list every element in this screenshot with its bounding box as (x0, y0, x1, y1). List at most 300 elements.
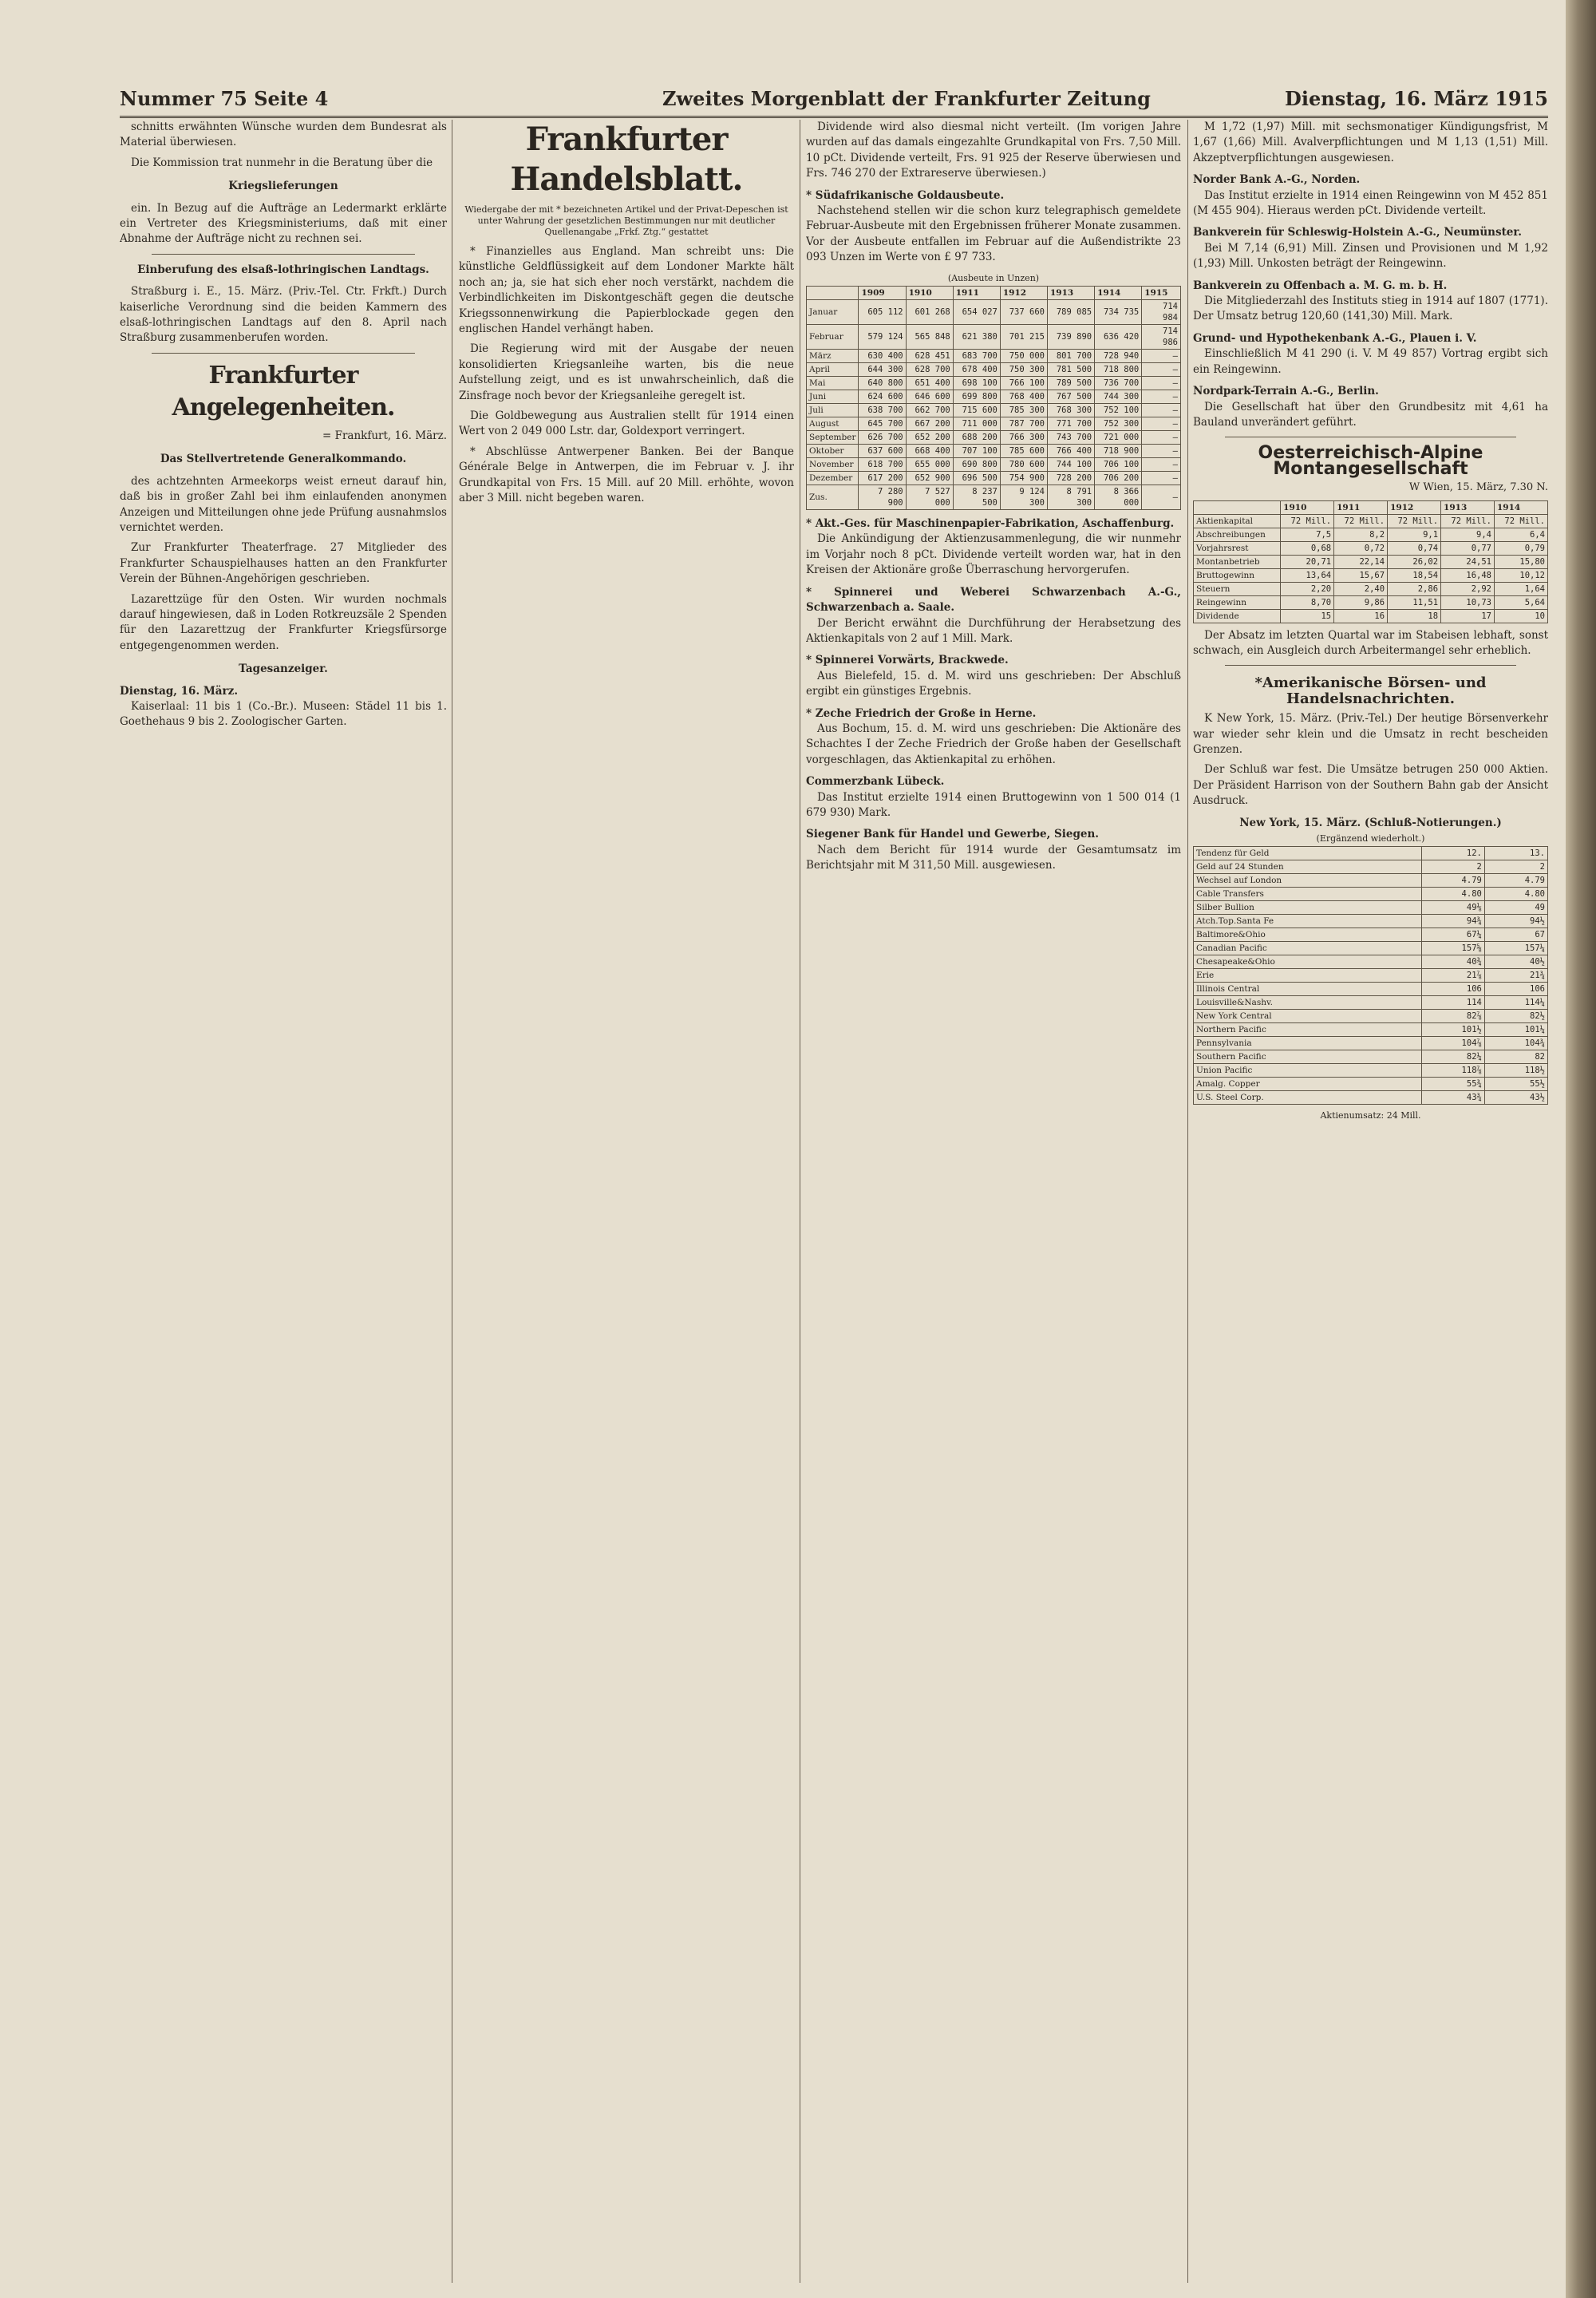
gold-output-table (806, 286, 1181, 510)
table-cell: 690 800 (953, 458, 1000, 472)
section-title: Oesterreichisch-Alpine Montangesellschaft (1258, 443, 1483, 479)
table-cell: — (1142, 431, 1181, 445)
section-heading: Das Stellvertretende Generalkommando. (160, 453, 407, 466)
table-cell: 646 600 (906, 390, 953, 404)
table-cell: 21⅞ (1421, 969, 1484, 983)
table-cell: März (807, 350, 859, 363)
table-cell: 766 400 (1047, 445, 1094, 458)
table-cell: 628 700 (906, 363, 953, 377)
table-row (1194, 942, 1548, 955)
table-cell: 8 237 500 (953, 485, 1000, 510)
table-row (807, 300, 1181, 325)
article-text: K New York, 15. März. (Priv.-Tel.) Der heutige Börsenverkehr war wieder sehr klein und die Umsatz in recht bescheiden Grenzen. (1193, 712, 1548, 756)
table-cell: 698 100 (953, 377, 1000, 390)
table-cell: 13,64 (1281, 568, 1334, 582)
table-cell: Bruttogewinn (1194, 568, 1281, 582)
article-heading: Commerzbank Lübeck. (806, 775, 945, 789)
table-cell: — (1142, 472, 1181, 485)
subheading-note: (Ergänzend wiederholt.) (1316, 833, 1425, 844)
article-text: * Finanzielles aus England. Man schreibt uns: Die künstliche Geldflüssigkeit auf dem Londoner Markte hält noch an; ja, sie hat sich eher noch verstärkt, nachdem die Verbindlichkeiten im Diskontgeschäft gegen die deutsche Kriegssonnenwirkung die Papierblockade gegen den englischen Handel verhängt haben. (459, 245, 794, 336)
table-cell: 7 527 000 (906, 485, 953, 510)
table-header-cell: 1911 (1334, 500, 1388, 514)
table-cell: 10 (1494, 609, 1547, 623)
table-cell: 8 791 300 (1047, 485, 1094, 510)
table-cell: 20,71 (1281, 555, 1334, 568)
table-cell: Oktober (807, 445, 859, 458)
table-cell: 801 700 (1047, 350, 1094, 363)
article-text: Lazarettzüge für den Osten. Wir wurden nochmals darauf hingewiesen, daß in Loden Rotkreuzsäle 2 Spenden für den Lazarettzug der Frankfurter Kriegsfürsorge entgegengenommen werden. (120, 592, 447, 652)
table-row (1194, 915, 1548, 928)
table-cell: 652 900 (906, 472, 953, 485)
table-cell: 2,20 (1281, 582, 1334, 595)
article-text: Die Gesellschaft hat über den Grundbesitz mit 4,61 ha Bauland unverändert geführt. (1193, 400, 1548, 429)
table-cell: 10,12 (1494, 568, 1547, 582)
article-heading: * Akt.-Ges. für Maschinenpapier-Fabrikation, Aschaffenburg. (806, 517, 1175, 531)
table-cell: Union Pacific (1194, 1064, 1422, 1078)
table-cell: Erie (1194, 969, 1422, 983)
table-cell: — (1142, 404, 1181, 417)
table-cell: 655 000 (906, 458, 953, 472)
table-cell: 16 (1334, 609, 1388, 623)
table-row (1194, 555, 1548, 568)
table-cell: 780 600 (1000, 458, 1047, 472)
article-heading: * Südafrikanische Goldausbeute. (806, 188, 1005, 202)
table-header-cell: 1910 (1281, 500, 1334, 514)
article-text: Das Institut erzielte in 1914 einen Reingewinn von M 452 851 (M 455 904). Hieraus werden pCt. Dividende verteilt. (1193, 188, 1548, 218)
table-row (1194, 901, 1548, 915)
table-cell: Februar (807, 325, 859, 350)
table-cell: 9,4 (1441, 528, 1495, 541)
table-cell: 43¾ (1421, 1091, 1484, 1105)
article-text: Dividende wird also diesmal nicht verteilt. (Im vorigen Jahre wurden auf das damals eingezahlte Grundkapital von Frs. 7,50 Mill. 10 pCt. Dividende verteilt, Frs. 91 925 der Reserve überwiesen und Frs. 746 270 der Extrareserve überwiesen.) (806, 121, 1181, 180)
table-cell: 114 (1421, 996, 1484, 1010)
article-text: Die Ankündigung der Aktienzusammenlegung, die wir nunmehr im Vorjahr noch 8 pCt. Dividende verteilt worden war, hat in den Kreisen der Aktionäre große Überraschung hervorgerufen. (806, 532, 1181, 577)
page-number: Nummer 75 Seite 4 (120, 87, 329, 110)
divider (1225, 665, 1516, 666)
table-cell: 706 100 (1095, 458, 1142, 472)
table-cell: 718 900 (1095, 445, 1142, 458)
table-cell: 744 300 (1095, 390, 1142, 404)
table-header-cell: 1915 (1142, 287, 1181, 300)
table-cell: 15,80 (1494, 555, 1547, 568)
table-cell: 644 300 (859, 363, 906, 377)
subheading: New York, 15. März. (Schluß-Notierungen.) (1239, 816, 1502, 829)
subheading: Dienstag, 16. März. (120, 684, 239, 698)
table-cell: 49 (1484, 901, 1547, 915)
table-cell: 8,2 (1334, 528, 1388, 541)
table-cell: 766 100 (1000, 377, 1047, 390)
table-cell: 701 215 (1000, 325, 1047, 350)
table-cell: 55½ (1484, 1078, 1547, 1091)
table-cell: 640 800 (859, 377, 906, 390)
dateline: W Wien, 15. März, 7.30 N. (1408, 481, 1548, 494)
section-heading: Einberufung des elsaß-lothringischen Landtags. (137, 263, 429, 276)
table-header-cell (1194, 500, 1281, 514)
table-row (1194, 996, 1548, 1010)
table-cell: April (807, 363, 859, 377)
table-caption: (Ausbeute in Unzen) (947, 272, 1040, 283)
table-cell: Dividende (1194, 609, 1281, 623)
table-row (1194, 1064, 1548, 1078)
article-text: des achtzehnten Armeekorps weist erneut darauf hin, daß bis in großer Zahl bei ihm einlaufenden anonymen Anzeigen und Mitteilungen ohne jede Prüfung ausnahmslos vernichtet werden. (120, 474, 447, 534)
section-title: *Amerikanische Börsen- und Handelsnachrichten. (1254, 674, 1487, 707)
table-row (807, 325, 1181, 350)
table-cell: 7,5 (1281, 528, 1334, 541)
table-header-cell: 1911 (953, 287, 1000, 300)
table-row (807, 458, 1181, 472)
article-text: Nachstehend stellen wir die schon kurz telegraphisch gemeldete Februar-Ausbeute mit den Ergebnissen früherer Monate zusammen. Vor der Ausbeute entfallen im Februar auf die Außendistrikte 23 093 Unzen im Werte von £ 97 733. (806, 204, 1181, 264)
table-cell: 624 600 (859, 390, 906, 404)
table-cell: 696 500 (953, 472, 1000, 485)
table-cell: Cable Transfers (1194, 888, 1422, 901)
table-cell: 82 (1484, 1050, 1547, 1064)
table-cell: Chesapeake&Ohio (1194, 955, 1422, 969)
table-cell: 4.79 (1484, 874, 1547, 888)
table-cell: 766 300 (1000, 431, 1047, 445)
article-heading: * Spinnerei Vorwärts, Brackwede. (806, 654, 1009, 667)
table-cell: 752 100 (1095, 404, 1142, 417)
table-header-cell: 1912 (1000, 287, 1047, 300)
table-cell: Pennsylvania (1194, 1037, 1422, 1050)
article-heading: Nordpark-Terrain A.-G., Berlin. (1193, 385, 1379, 398)
table-row (1194, 955, 1548, 969)
table-cell: 739 890 (1047, 325, 1094, 350)
table-cell: 5,64 (1494, 595, 1547, 609)
table-cell: 0,72 (1334, 541, 1388, 555)
table-row (1194, 928, 1548, 942)
table-cell: 9 124 300 (1000, 485, 1047, 510)
article-heading: Siegener Bank für Handel und Gewerbe, Siegen. (806, 828, 1099, 841)
table-cell: 12. (1421, 847, 1484, 860)
table-cell: 737 660 (1000, 300, 1047, 325)
table-cell: 771 700 (1047, 417, 1094, 431)
table-cell: 683 700 (953, 350, 1000, 363)
table-header-cell: 1913 (1441, 500, 1495, 514)
table-cell: 728 200 (1047, 472, 1094, 485)
table-row (807, 431, 1181, 445)
page-edge (1566, 0, 1596, 2298)
table-cell: November (807, 458, 859, 472)
table-cell: 743 700 (1047, 431, 1094, 445)
table-cell: 714 986 (1142, 325, 1181, 350)
table-cell: 652 200 (906, 431, 953, 445)
table-cell: 785 600 (1000, 445, 1047, 458)
table-cell: Geld auf 24 Stunden (1194, 860, 1422, 874)
table-cell: Dezember (807, 472, 859, 485)
table-cell: 2 (1484, 860, 1547, 874)
table-cell: 785 300 (1000, 404, 1047, 417)
table-cell: 579 124 (859, 325, 906, 350)
table-row (1194, 969, 1548, 983)
table-cell: Zus. (807, 485, 859, 510)
table-cell: Louisville&Nashv. (1194, 996, 1422, 1010)
table-row (1194, 1050, 1548, 1064)
table-row (807, 350, 1181, 363)
table-cell: 118½ (1484, 1064, 1547, 1078)
table-cell: 104⅞ (1421, 1037, 1484, 1050)
table-cell: 754 900 (1000, 472, 1047, 485)
table-cell: 67¼ (1421, 928, 1484, 942)
table-cell: 101¼ (1484, 1023, 1547, 1037)
table-cell: 728 940 (1095, 350, 1142, 363)
table-cell: 40¾ (1421, 955, 1484, 969)
table-cell: — (1142, 445, 1181, 458)
table-cell: Abschreibungen (1194, 528, 1281, 541)
table-header-cell (807, 287, 859, 300)
table-cell: 7 280 900 (859, 485, 906, 510)
table-header-cell: 1912 (1388, 500, 1441, 514)
table-row (1194, 983, 1548, 996)
article-text: Einschließlich M 41 290 (i. V. M 49 857) Vortrag ergibt sich ein Reingewinn. (1193, 347, 1548, 376)
table-cell: 72 Mill. (1388, 514, 1441, 528)
table-cell: Amalg. Copper (1194, 1078, 1422, 1091)
table-cell: Baltimore&Ohio (1194, 928, 1422, 942)
article-text: * Abschlüsse Antwerpener Banken. Bei der Banque Générale Belge in Antwerpen, die im Februar v. J. ihr Grundkapital von Frs. 15 Mill. auf 20 Mill. erhöhte, wovon aber 3 Mill. nicht begeben waren. (459, 445, 794, 505)
article-text: Straßburg i. E., 15. März. (Priv.-Tel. Ctr. Frkft.) Durch kaiserliche Verordnung sind die beiden Kammern des elsaß-lothringischen Landtags auf den 8. April nach Straßburg zusammenberufen worden. (120, 285, 447, 345)
table-cell: 106 (1484, 983, 1547, 996)
table-row (1194, 888, 1548, 901)
table-cell: 636 420 (1095, 325, 1142, 350)
table-cell: 13. (1484, 847, 1547, 860)
table-cell: 18 (1388, 609, 1441, 623)
table-cell: 750 000 (1000, 350, 1047, 363)
column-1 (120, 120, 447, 2283)
table-cell: New York Central (1194, 1010, 1422, 1023)
table-cell: 24,51 (1441, 555, 1495, 568)
article-heading: * Spinnerei und Weberei Schwarzenbach A.-G., Schwarzenbach a. Saale. (806, 585, 1181, 615)
table-cell: — (1142, 377, 1181, 390)
article-text: Aus Bielefeld, 15. d. M. wird uns geschrieben: Der Abschluß ergibt ein günstiges Ergebnis. (806, 669, 1181, 698)
table-cell: Silber Bullion (1194, 901, 1422, 915)
table-cell: 618 700 (859, 458, 906, 472)
table-cell: — (1142, 485, 1181, 510)
table-cell: September (807, 431, 859, 445)
table-cell: 67 (1484, 928, 1547, 942)
table-cell: 752 300 (1095, 417, 1142, 431)
table-cell: 768 300 (1047, 404, 1094, 417)
article-text: Die Goldbewegung aus Australien stellt für 1914 einen Wert von 2 049 000 Lstr. dar, Goldexport verringert. (459, 409, 794, 438)
table-cell: 157¼ (1484, 942, 1547, 955)
table-cell: 736 700 (1095, 377, 1142, 390)
article-text: M 1,72 (1,97) Mill. mit sechsmonatiger Kündigungsfrist, M 1,67 (1,66) Mill. Avalverpflichtungen und M 1,13 (1,51) Mill. Akzeptverpflichtungen ausgewiesen. (1193, 121, 1548, 164)
article-text: schnitts erwähnten Wünsche wurden dem Bundesrat als Material überwiesen. (120, 121, 447, 149)
table-row (1194, 1010, 1548, 1023)
table-footer: Aktienumsatz: 24 Mill. (1320, 1110, 1421, 1121)
article-text: Die Regierung wird mit der Ausgabe der neuen konsolidierten Kriegsanleihe warten, bis die neue Aufstellung zeigt, und es ist unwahrscheinlich, daß die Zinsfrage noch bevor der Kriegsanleihe geregelt ist. (459, 342, 794, 402)
table-cell: 744 100 (1047, 458, 1094, 472)
table-cell: 2,86 (1388, 582, 1441, 595)
table-header-cell: 1909 (859, 287, 906, 300)
table-cell: 628 451 (906, 350, 953, 363)
article-heading: Bankverein für Schleswig-Holstein A.-G., Neumünster. (1193, 226, 1522, 239)
ny-quotes-table (1193, 846, 1548, 1105)
article-text: Aus Bochum, 15. d. M. wird uns geschrieben: Die Aktionäre des Schachtes I der Zeche Friedrich der Große haben der Gesellschaft vorgeschlagen, das Aktienkapital zu erhöhen. (806, 722, 1181, 766)
table-cell: 11,51 (1388, 595, 1441, 609)
table-cell: 789 085 (1047, 300, 1094, 325)
table-row (1194, 847, 1548, 860)
table-header-cell: 1914 (1095, 287, 1142, 300)
table-cell: 734 735 (1095, 300, 1142, 325)
table-cell: 721 000 (1095, 431, 1142, 445)
table-cell: Januar (807, 300, 859, 325)
table-cell: 2 (1421, 860, 1484, 874)
table-cell: 601 268 (906, 300, 953, 325)
table-cell: 668 400 (906, 445, 953, 458)
table-cell: Aktienkapital (1194, 514, 1281, 528)
table-cell: 43½ (1484, 1091, 1547, 1105)
dateline: = Frankfurt, 16. März. (322, 429, 447, 442)
table-row (807, 377, 1181, 390)
table-cell: 8 366 000 (1095, 485, 1142, 510)
table-cell: Montanbetrieb (1194, 555, 1281, 568)
newspaper-title: Zweites Morgenblatt der Frankfurter Zeitung (662, 87, 1151, 110)
masthead-note: Wiedergabe der mit * bezeichneten Artikel und der Privat-Depeschen ist unter Wahrung der gesetzlichen Bestimmungen nur mit deutlicher Quellenangabe „Frkf. Ztg.“ gestattet (464, 204, 788, 237)
table-cell: 82⅞ (1421, 1010, 1484, 1023)
article-text: Zur Frankfurter Theaterfrage. 27 Mitglieder des Frankfurter Schauspielhauses hatten an den Frankfurter Verein der Bühnen-Angehörigen geschrieben. (120, 541, 447, 586)
table-cell: 789 500 (1047, 377, 1094, 390)
table-cell: 605 112 (859, 300, 906, 325)
section-heading: Tagesanzeiger. (239, 663, 328, 676)
table-cell: 17 (1441, 609, 1495, 623)
table-cell: 49⅛ (1421, 901, 1484, 915)
table-cell: 617 200 (859, 472, 906, 485)
table-cell: 72 Mill. (1441, 514, 1495, 528)
table-cell: 82½ (1484, 1010, 1547, 1023)
table-row (1194, 1023, 1548, 1037)
section-heading: Kriegslieferungen (228, 180, 338, 193)
table-cell: 768 400 (1000, 390, 1047, 404)
table-cell: Atch.Top.Santa Fe (1194, 915, 1422, 928)
article-heading: Bankverein zu Offenbach a. M. G. m. b. H. (1193, 279, 1448, 292)
table-row (807, 472, 1181, 485)
table-row (807, 445, 1181, 458)
table-cell: 0,79 (1494, 541, 1547, 555)
table-cell: 82¼ (1421, 1050, 1484, 1064)
table-cell: Reingewinn (1194, 595, 1281, 609)
table-cell: 104¾ (1484, 1037, 1547, 1050)
table-cell: 6,4 (1494, 528, 1547, 541)
article-heading: Grund- und Hypothekenbank A.-G., Plauen i. V. (1193, 331, 1477, 345)
table-cell: Juni (807, 390, 859, 404)
article-heading: Norder Bank A.-G., Norden. (1193, 173, 1361, 187)
table-cell: 715 600 (953, 404, 1000, 417)
table-cell: 750 300 (1000, 363, 1047, 377)
article-text: Die Kommission trat nunmehr in die Beratung über die (131, 156, 433, 169)
table-cell: 767 500 (1047, 390, 1094, 404)
article-text: Der Bericht erwähnt die Durchführung der Herabsetzung des Aktienkapitals von 2 auf 1 Mill. Mark. (806, 616, 1181, 645)
table-header-cell: 1914 (1494, 500, 1547, 514)
table-cell: — (1142, 363, 1181, 377)
divider (152, 353, 415, 354)
table-row (1194, 1091, 1548, 1105)
table-row (807, 390, 1181, 404)
column-rule (1187, 120, 1188, 2283)
table-cell: 2,92 (1441, 582, 1495, 595)
article-text: Der Schluß war fest. Die Umsätze betrugen 250 000 Aktien. Der Präsident Harrison von der Southern Bahn gab der Ansicht Ausdruck. (1193, 763, 1548, 808)
table-cell: 1,64 (1494, 582, 1547, 595)
table-cell: 4.80 (1421, 888, 1484, 901)
table-cell: 9,1 (1388, 528, 1441, 541)
issue-date: Dienstag, 16. März 1915 (1285, 87, 1548, 110)
table-cell: 654 027 (953, 300, 1000, 325)
table-cell: 10,73 (1441, 595, 1495, 609)
table-cell: 40½ (1484, 955, 1547, 969)
table-cell: 16,48 (1441, 568, 1495, 582)
table-cell: 638 700 (859, 404, 906, 417)
table-cell: Juli (807, 404, 859, 417)
table-cell: 630 400 (859, 350, 906, 363)
table-cell: 707 100 (953, 445, 1000, 458)
table-cell: 0,77 (1441, 541, 1495, 555)
table-cell: U.S. Steel Corp. (1194, 1091, 1422, 1105)
table-cell: Tendenz für Geld (1194, 847, 1422, 860)
table-cell: 667 200 (906, 417, 953, 431)
table-cell: Southern Pacific (1194, 1050, 1422, 1064)
table-header-cell: 1913 (1047, 287, 1094, 300)
table-cell: 699 800 (953, 390, 1000, 404)
table-cell: 718 800 (1095, 363, 1142, 377)
table-cell: 55¾ (1421, 1078, 1484, 1091)
table-cell: 787 700 (1000, 417, 1047, 431)
column-2 (459, 120, 794, 2283)
table-row (1194, 514, 1548, 528)
table-cell: 714 984 (1142, 300, 1181, 325)
table-row (1194, 860, 1548, 874)
table-cell: — (1142, 417, 1181, 431)
table-cell: 565 848 (906, 325, 953, 350)
table-cell: 626 700 (859, 431, 906, 445)
table-row (1194, 528, 1548, 541)
table-cell: Wechsel auf London (1194, 874, 1422, 888)
table-cell: 94¾ (1421, 915, 1484, 928)
table-cell: 106 (1421, 983, 1484, 996)
table-cell: 621 380 (953, 325, 1000, 350)
table-cell: Vorjahrsrest (1194, 541, 1281, 555)
table-cell: Canadian Pacific (1194, 942, 1422, 955)
table-cell: Illinois Central (1194, 983, 1422, 996)
table-cell: 4.79 (1421, 874, 1484, 888)
table-cell: 8,70 (1281, 595, 1334, 609)
table-cell: 118⅞ (1421, 1064, 1484, 1078)
table-cell: 157⅝ (1421, 942, 1484, 955)
table-cell: 94½ (1484, 915, 1547, 928)
column-4 (1193, 120, 1548, 2283)
table-cell: 645 700 (859, 417, 906, 431)
table-cell: 706 200 (1095, 472, 1142, 485)
table-cell: 4.80 (1484, 888, 1547, 901)
article-text: Der Absatz im letzten Quartal war im Stabeisen lebhaft, sonst schwach, ein Ausgleich durch Arbeitermangel sehr erheblich. (1193, 628, 1548, 657)
osa-table (1193, 500, 1548, 623)
table-cell: 0,74 (1388, 541, 1441, 555)
table-cell: 26,02 (1388, 555, 1441, 568)
table-cell: 651 400 (906, 377, 953, 390)
table-cell: 101½ (1421, 1023, 1484, 1037)
article-text: ein. In Bezug auf die Aufträge an Ledermarkt erklärte ein Vertreter des Kriegsministeriums, daß mit einer Abnahme der Aufträge nicht zu rechnen sei. (120, 201, 447, 246)
table-row (807, 485, 1181, 510)
table-cell: 781 500 (1047, 363, 1094, 377)
article-heading: * Zeche Friedrich der Große in Herne. (806, 706, 1037, 720)
table-cell: 72 Mill. (1334, 514, 1388, 528)
table-cell: 72 Mill. (1494, 514, 1547, 528)
divider (152, 254, 415, 255)
table-cell: 21¾ (1484, 969, 1547, 983)
column-3 (806, 120, 1181, 2283)
section-title: Frankfurter Angelegenheiten. (172, 361, 395, 421)
table-row (807, 417, 1181, 431)
table-cell: Northern Pacific (1194, 1023, 1422, 1037)
table-cell: Steuern (1194, 582, 1281, 595)
table-row (1194, 541, 1548, 555)
